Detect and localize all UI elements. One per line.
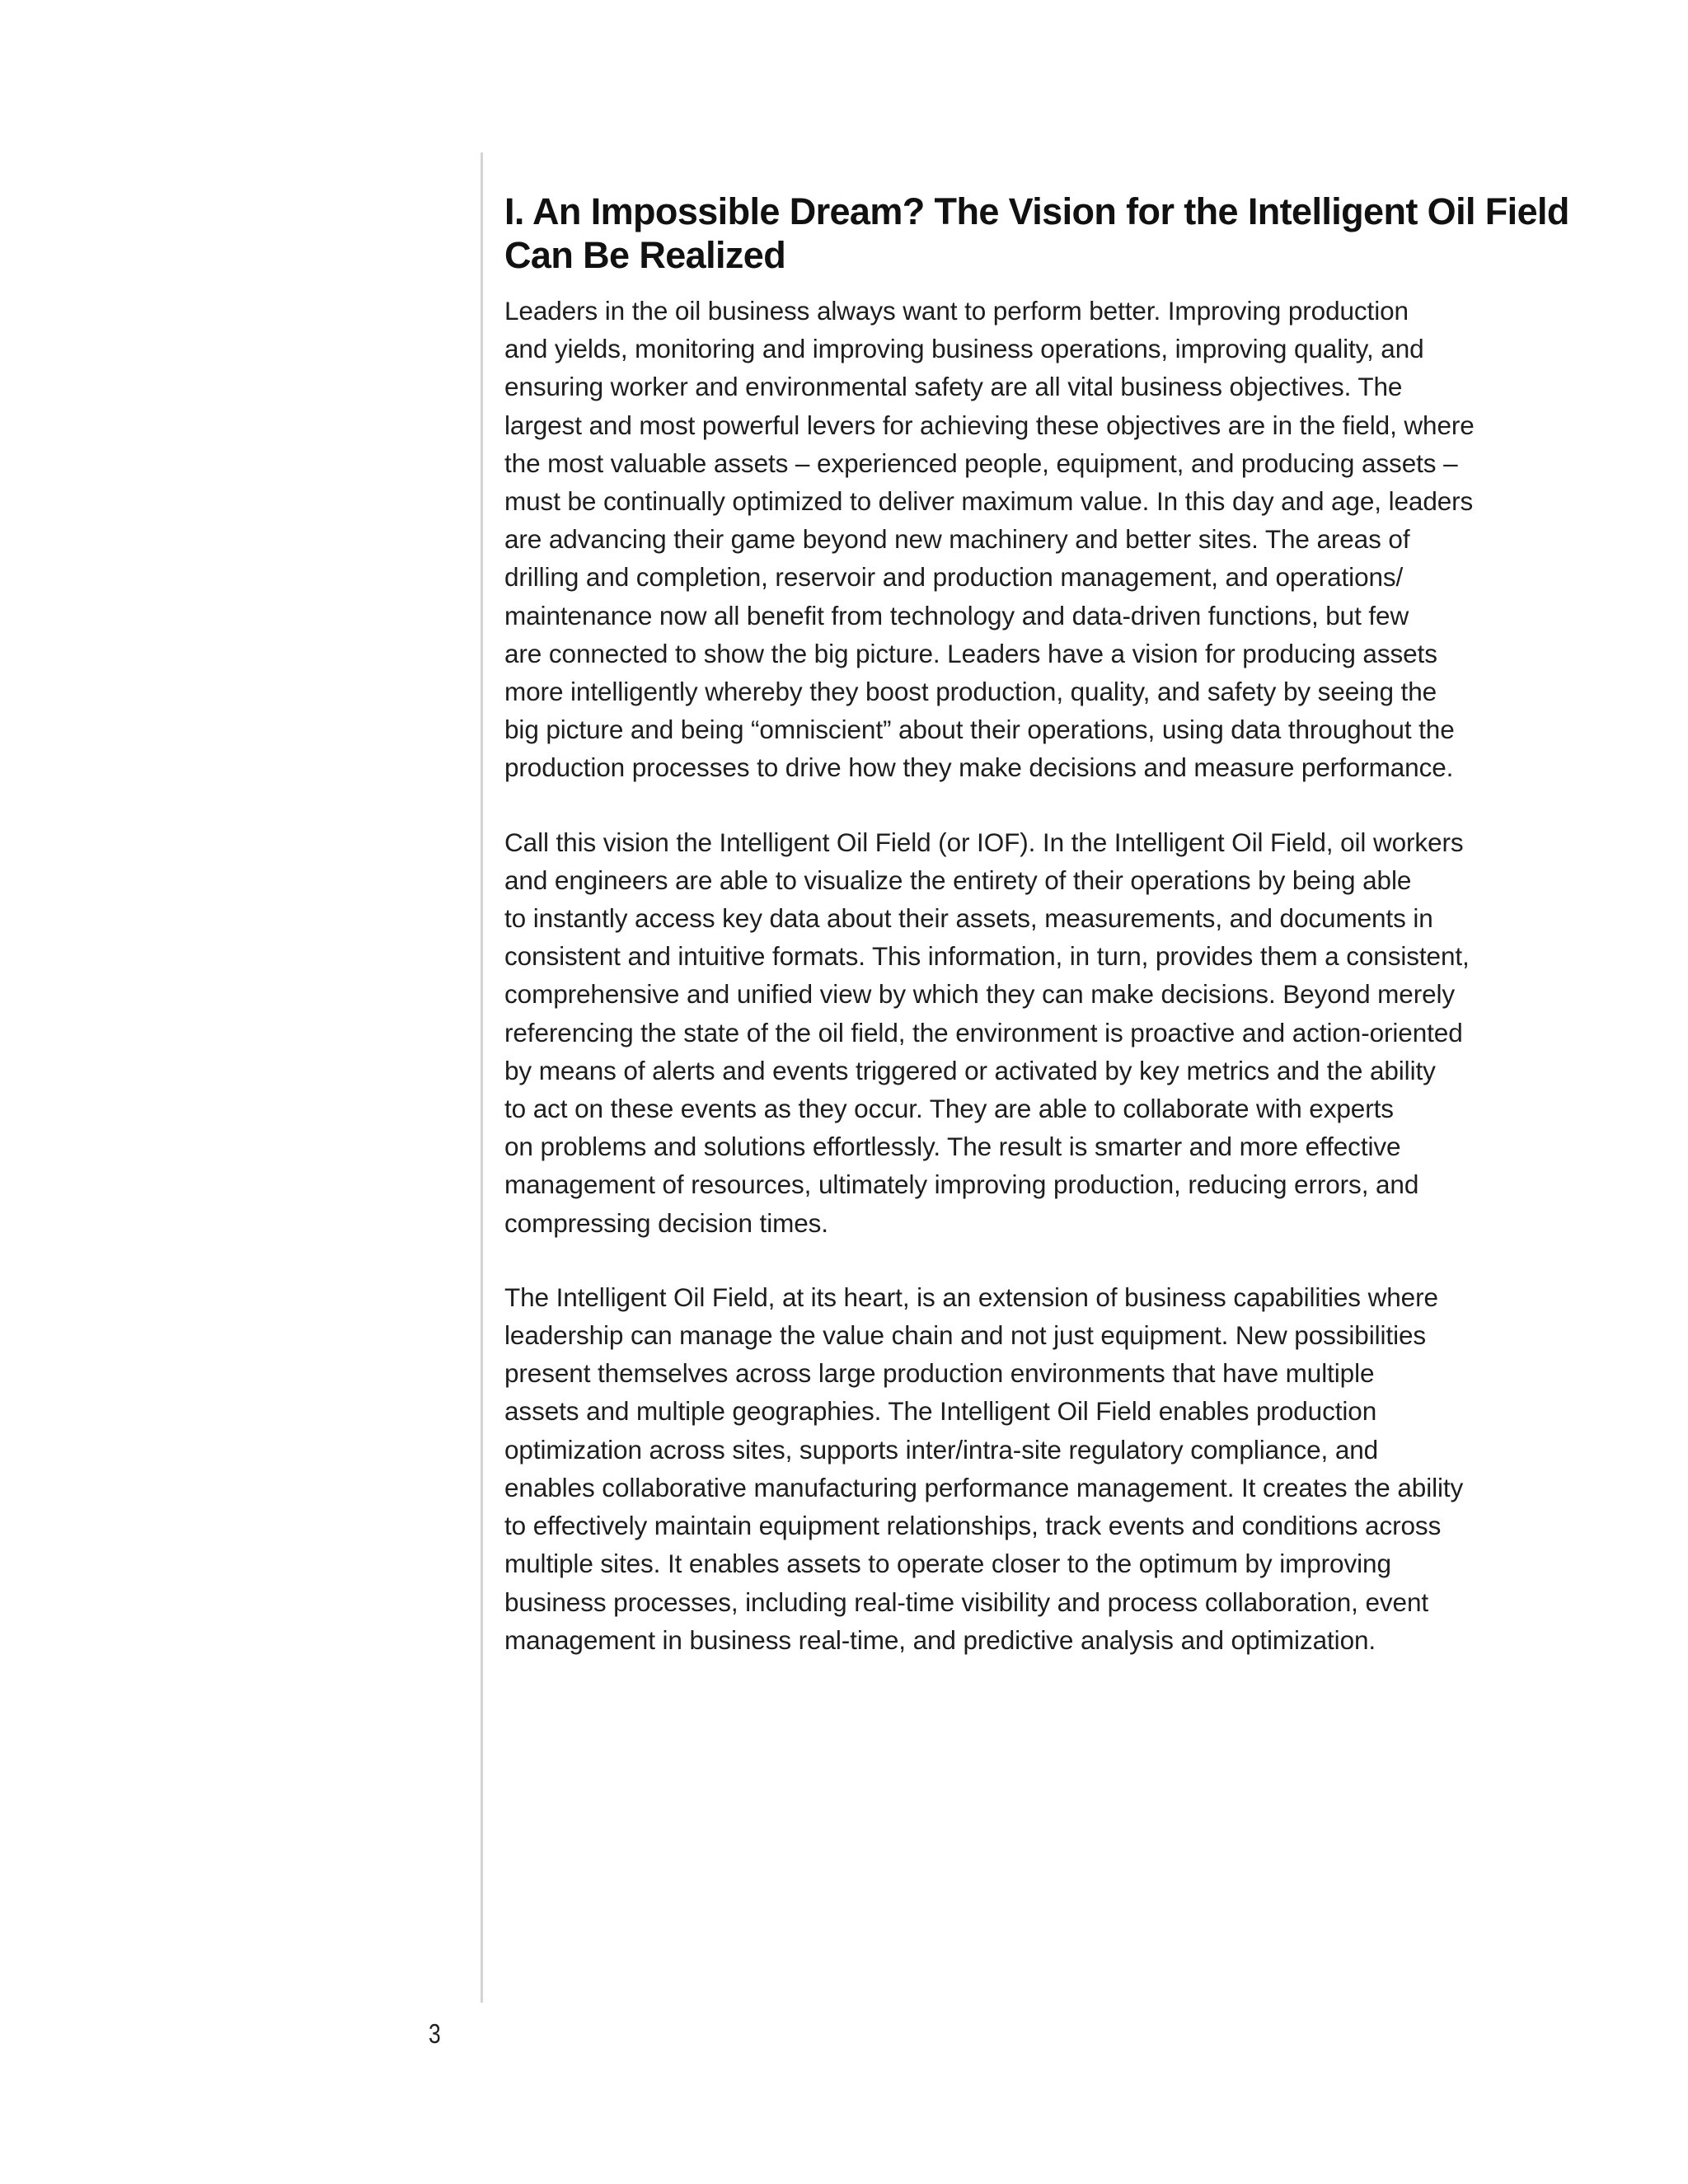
- paragraph-line: management in business real-time, and predictive analysis and optimization.: [504, 1624, 1376, 1655]
- paragraph-line: and engineers are able to visualize the entirety of their operations by being able: [504, 865, 1412, 895]
- paragraph-line: are advancing their game beyond new machinery and better sites. The areas of: [504, 524, 1410, 555]
- paragraph-line: more intelligently whereby they boost production, quality, and safety by seeing the: [504, 677, 1437, 707]
- paragraph-line: by means of alerts and events triggered or activated by key metrics and the ability: [504, 1055, 1436, 1085]
- paragraph-line: and yields, monitoring and improving business operations, improving quality, and: [504, 334, 1424, 364]
- paragraph-line: Leaders in the oil business always want to perform better. Improving production: [504, 296, 1409, 326]
- paragraph-line: maintenance now all benefit from technology and data-driven functions, but few: [504, 600, 1409, 630]
- content-column: [504, 190, 1569, 1695]
- body-paragraph-1: [504, 292, 1526, 787]
- section-heading-line: I. An Impossible Dream? The Vision for the Intelligent Oil Field: [504, 190, 1569, 232]
- paragraph-line: Call this vision the Intelligent Oil Field (or IOF). In the Intelligent Oil Field, oil workers: [504, 827, 1464, 857]
- body-paragraph-3: [504, 1278, 1526, 1659]
- paragraph-line: largest and most powerful levers for achieving these objectives are in the field, where: [504, 410, 1475, 440]
- paragraph-line: multiple sites. It enables assets to operate closer to the optimum by improving: [504, 1549, 1391, 1579]
- paragraph-line: to instantly access key data about their assets, measurements, and documents in: [504, 903, 1433, 934]
- paragraph-line: comprehensive and unified view by which they can make decisions. Beyond merely: [504, 979, 1456, 1010]
- paragraph-line: The Intelligent Oil Field, at its heart, is an extension of business capabilities where: [504, 1282, 1438, 1312]
- paragraph-line: on problems and solutions effortlessly. The result is smarter and more effective: [504, 1132, 1401, 1162]
- paragraph-line: production processes to drive how they make decisions and measure performance.: [504, 752, 1454, 783]
- paragraph-line: big picture and being “omniscient” about their operations, using data throughout the: [504, 715, 1455, 745]
- paragraph-line: are connected to show the big picture. Leaders have a vision for producing assets: [504, 638, 1437, 668]
- paragraph-line: referencing the state of the oil field, the environment is proactive and action-oriented: [504, 1017, 1463, 1047]
- paragraph-line: leadership can manage the value chain and not just equipment. New possibilities: [504, 1320, 1427, 1351]
- paragraph-line: to effectively maintain equipment relationships, track events and conditions across: [504, 1511, 1442, 1541]
- body-paragraph-2: [504, 823, 1526, 1242]
- paragraph-line: to act on these events as they occur. They are able to collaborate with experts: [504, 1094, 1394, 1124]
- paragraph-line: business processes, including real-time visibility and process collaboration, event: [504, 1586, 1429, 1617]
- section-heading-line: Can Be Realized: [504, 234, 786, 276]
- paragraph-line: compressing decision times.: [504, 1207, 828, 1238]
- paragraph-line: consistent and intuitive formats. This information, in turn, provides them a consistent,: [504, 941, 1470, 972]
- paragraph-line: management of resources, ultimately improving production, reducing errors, and: [504, 1169, 1419, 1200]
- paragraph-line: present themselves across large production environments that have multiple: [504, 1358, 1375, 1389]
- paragraph-line: the most valuable assets – experienced people, equipment, and producing assets –: [504, 448, 1458, 478]
- paragraph-line: assets and multiple geographies. The Intelligent Oil Field enables production: [504, 1396, 1377, 1427]
- margin-rule: [481, 152, 483, 2003]
- paragraph-line: ensuring worker and environmental safety are all vital business objectives. The: [504, 372, 1403, 402]
- section-heading: [504, 190, 1569, 277]
- paragraph-line: must be continually optimized to deliver maximum value. In this day and age, leaders: [504, 486, 1474, 517]
- page-number: 3: [429, 2018, 441, 2049]
- paragraph-line: optimization across sites, supports inter/intra-site regulatory compliance, and: [504, 1434, 1379, 1465]
- paragraph-line: drilling and completion, reservoir and production management, and operations/: [504, 562, 1404, 593]
- paragraph-line: enables collaborative manufacturing performance management. It creates the ability: [504, 1472, 1464, 1502]
